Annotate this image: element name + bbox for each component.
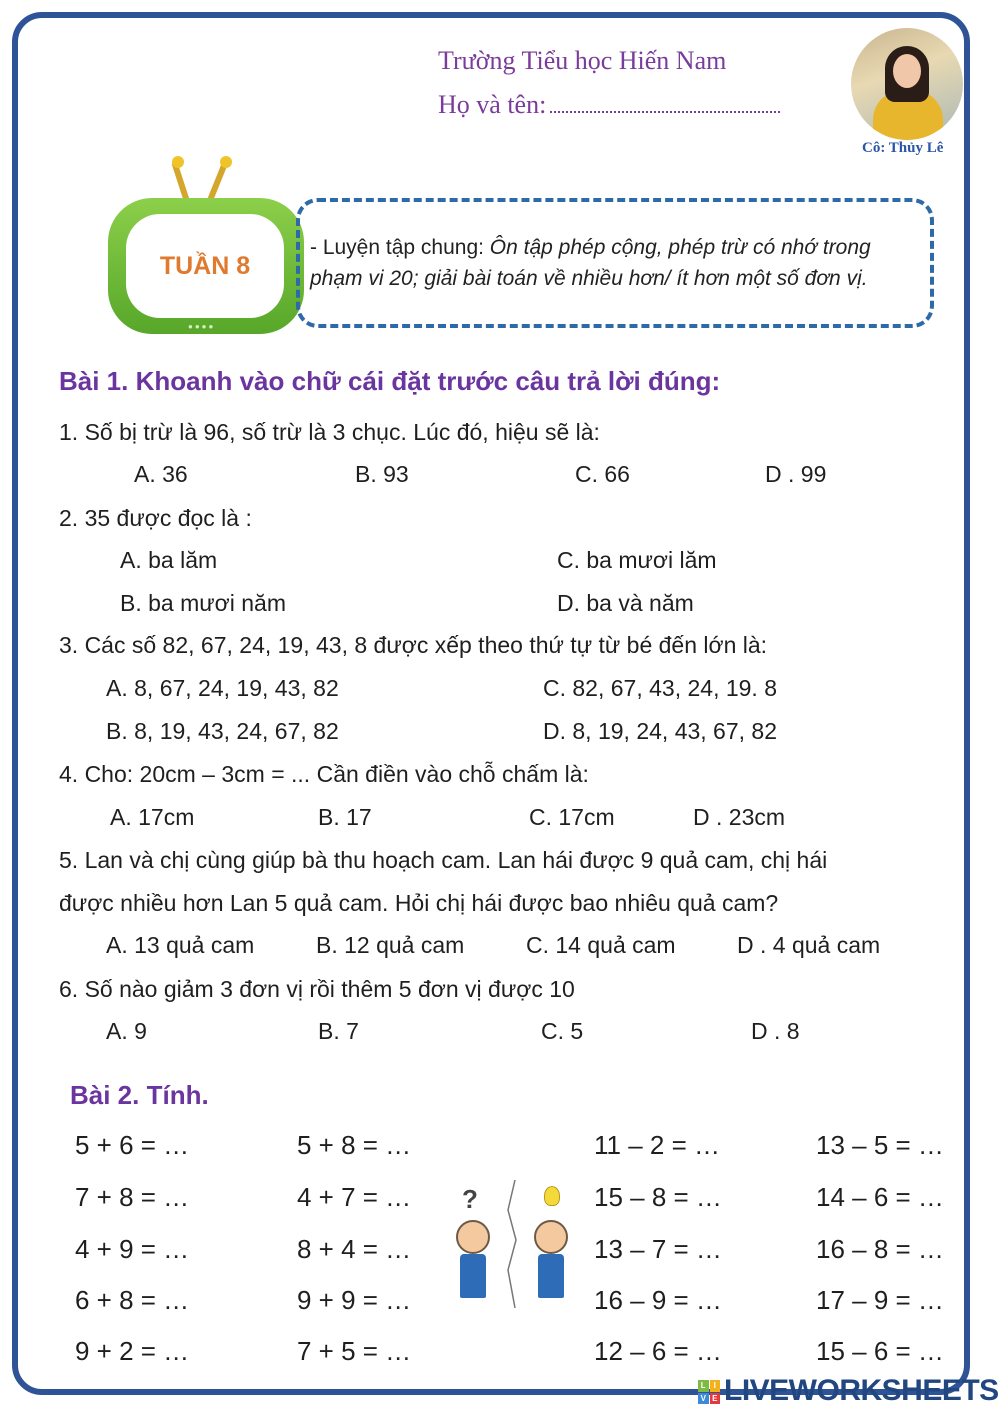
calc-item[interactable]: 15 – 6 = … bbox=[816, 1336, 944, 1366]
divider-zigzag-icon bbox=[506, 1180, 518, 1308]
option-2b[interactable]: B. ba mươi năm bbox=[120, 590, 286, 616]
calc-item[interactable]: 9 + 9 = … bbox=[297, 1285, 412, 1315]
week-label: TUẦN 8 bbox=[159, 251, 251, 280]
question-4: 4. Cho: 20cm – 3cm = ... Cần điền vào chỗ chấm là: bbox=[59, 761, 589, 787]
option-5d[interactable]: D . 4 quả cam bbox=[737, 932, 881, 958]
calc-item[interactable]: 7 + 5 = … bbox=[297, 1336, 412, 1366]
option-1b[interactable]: B. 93 bbox=[355, 461, 409, 487]
calc-item[interactable]: 7 + 8 = … bbox=[75, 1182, 190, 1212]
option-2c[interactable]: C. ba mươi lăm bbox=[557, 547, 717, 573]
option-4c[interactable]: C. 17cm bbox=[529, 804, 615, 830]
calc-item[interactable]: 8 + 4 = … bbox=[297, 1234, 412, 1264]
calc-item[interactable]: 5 + 8 = … bbox=[297, 1130, 412, 1160]
option-4d[interactable]: D . 23cm bbox=[693, 804, 786, 830]
week-badge-tv: TUẦN 8 ●●●● bbox=[100, 150, 310, 340]
calc-item[interactable]: 11 – 2 = … bbox=[594, 1130, 720, 1160]
option-3a[interactable]: A. 8, 67, 24, 19, 43, 82 bbox=[106, 675, 339, 701]
calc-item[interactable]: 17 – 9 = … bbox=[816, 1285, 944, 1315]
calc-item[interactable]: 4 + 9 = … bbox=[75, 1234, 190, 1264]
liveworksheets-logo-icon: L I V E bbox=[698, 1380, 720, 1404]
calc-item[interactable]: 6 + 8 = … bbox=[75, 1285, 190, 1315]
student-name-line bbox=[438, 90, 780, 120]
question-6: 6. Số nào giảm 3 đơn vị rồi thêm 5 đơn vị được 10 bbox=[59, 976, 575, 1002]
question-mark-icon: ? bbox=[462, 1184, 478, 1214]
option-5b[interactable]: B. 12 quả cam bbox=[316, 932, 465, 958]
calc-item[interactable]: 5 + 6 = … bbox=[75, 1130, 190, 1160]
teacher-name: Cô: Thủy Lê bbox=[862, 140, 944, 156]
question-5-line1: 5. Lan và chị cùng giúp bà thu hoạch cam. Lan hái được 9 quả cam, chị hái bbox=[59, 847, 828, 873]
question-3: 3. Các số 82, 67, 24, 19, 43, 8 được xếp theo thứ tự từ bé đến lớn là: bbox=[59, 632, 768, 658]
calc-item[interactable]: 16 – 8 = … bbox=[816, 1234, 944, 1264]
option-3c[interactable]: C. 82, 67, 43, 24, 19. 8 bbox=[543, 675, 777, 701]
name-label: Họ và tên: bbox=[438, 90, 547, 119]
option-6b[interactable]: B. 7 bbox=[318, 1018, 359, 1044]
calc-item[interactable]: 13 – 5 = … bbox=[816, 1130, 944, 1160]
liveworksheets-brand[interactable]: LIVEWORKSHEETS bbox=[724, 1374, 999, 1407]
option-2d[interactable]: D. ba và năm bbox=[557, 590, 694, 616]
option-4a[interactable]: A. 17cm bbox=[110, 804, 195, 830]
option-3b[interactable]: B. 8, 19, 43, 24, 67, 82 bbox=[106, 718, 339, 744]
school-name: Trường Tiểu học Hiến Nam bbox=[438, 46, 727, 75]
option-6a[interactable]: A. 9 bbox=[106, 1018, 147, 1044]
option-1a[interactable]: A. 36 bbox=[134, 461, 188, 487]
lesson-objective: - Luyện tập chung: Ôn tập phép cộng, phép trừ có nhớ trong phạm vi 20; giải bài toán về nhiều hơn/ ít hơn một số đơn vị. bbox=[296, 198, 934, 328]
calc-item[interactable]: 9 + 2 = … bbox=[75, 1336, 190, 1366]
calc-item[interactable]: 15 – 8 = … bbox=[594, 1182, 722, 1212]
option-1d[interactable]: D . 99 bbox=[765, 461, 827, 487]
teacher-avatar bbox=[851, 28, 963, 140]
option-3d[interactable]: D. 8, 19, 24, 43, 67, 82 bbox=[543, 718, 777, 744]
question-2: 2. 35 được đọc là : bbox=[59, 505, 252, 531]
exercise2-title: Bài 2. Tính. bbox=[70, 1080, 209, 1110]
calc-item[interactable]: 16 – 9 = … bbox=[594, 1285, 722, 1315]
question-5-line2: được nhiều hơn Lan 5 quả cam. Hỏi chị hái được bao nhiêu quả cam? bbox=[59, 890, 779, 916]
option-6d[interactable]: D . 8 bbox=[751, 1018, 800, 1044]
calc-item[interactable]: 4 + 7 = … bbox=[297, 1182, 412, 1212]
option-4b[interactable]: B. 17 bbox=[318, 804, 372, 830]
option-1c[interactable]: C. 66 bbox=[575, 461, 630, 487]
question-1: 1. Số bị trừ là 96, số trừ là 3 chục. Lúc đó, hiệu sẽ là: bbox=[59, 419, 600, 445]
option-2a[interactable]: A. ba lăm bbox=[120, 547, 218, 573]
option-6c[interactable]: C. 5 bbox=[541, 1018, 584, 1044]
student-name-field[interactable] bbox=[550, 93, 780, 113]
option-5a[interactable]: A. 13 quả cam bbox=[106, 932, 255, 958]
calc-item[interactable]: 14 – 6 = … bbox=[816, 1182, 944, 1212]
option-5c[interactable]: C. 14 quả cam bbox=[526, 932, 676, 958]
thinking-kids-illustration bbox=[448, 1180, 580, 1310]
exercise1-title: Bài 1. Khoanh vào chữ cái đặt trước câu trả lời đúng: bbox=[59, 366, 721, 396]
calc-item[interactable]: 13 – 7 = … bbox=[594, 1234, 722, 1264]
calc-item[interactable]: 12 – 6 = … bbox=[594, 1336, 722, 1366]
lightbulb-icon bbox=[544, 1186, 560, 1206]
